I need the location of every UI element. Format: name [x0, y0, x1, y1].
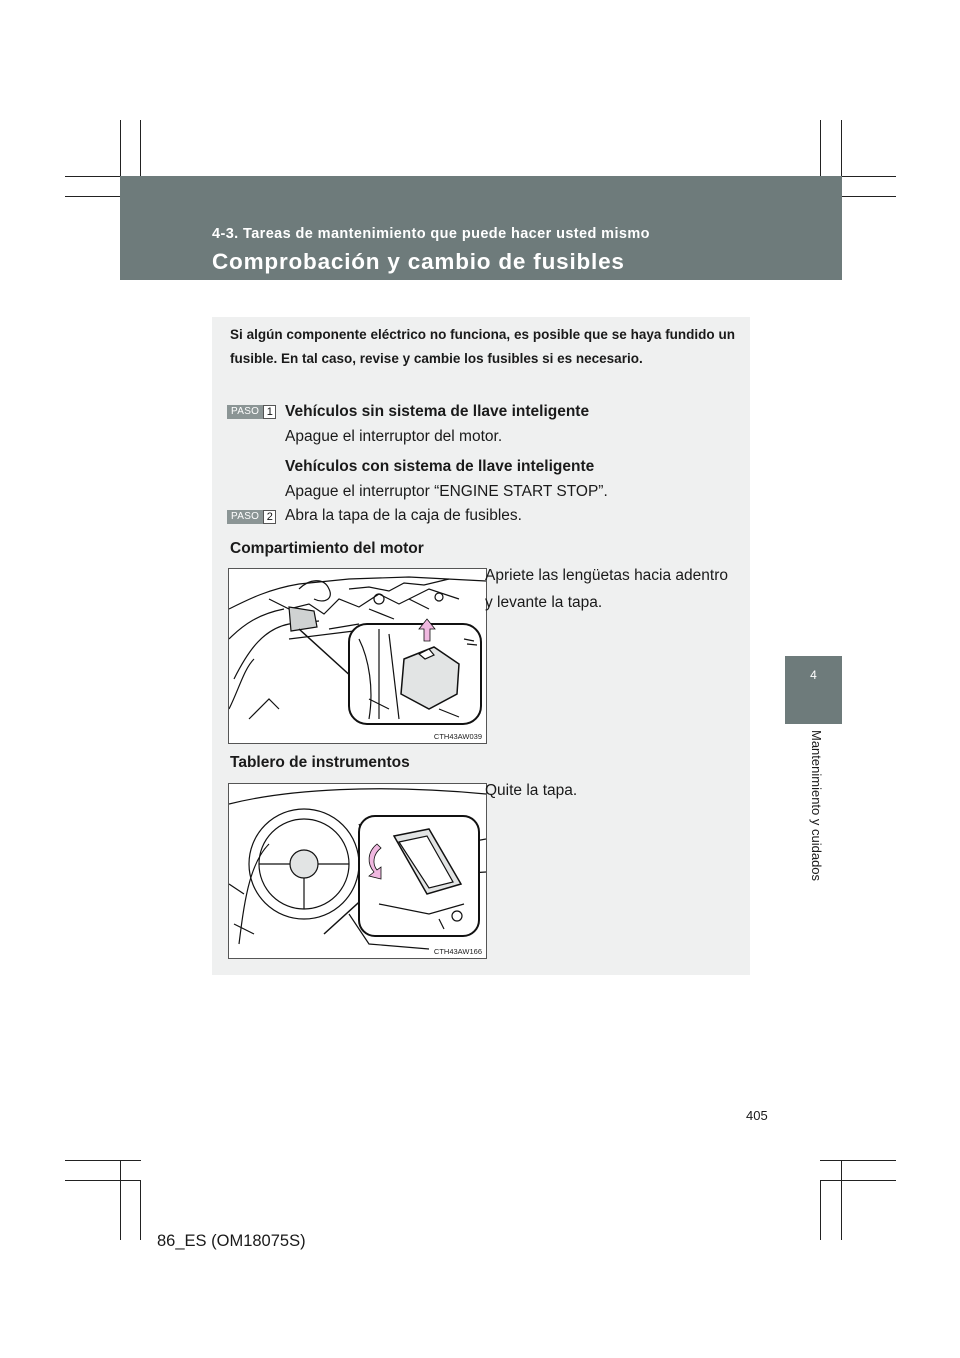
section-header — [120, 176, 842, 280]
crop-mark — [140, 1180, 141, 1240]
crop-mark — [820, 1180, 821, 1240]
engine-description: Apriete las lengüetas hacia adentro y levante la tapa. — [485, 567, 728, 611]
step-1-text-a: Apague el interruptor del motor. — [285, 428, 503, 445]
dashboard-heading: Tablero de instrumentos — [230, 754, 410, 771]
dashboard-description: Quite la tapa. — [485, 782, 578, 799]
step-1-text-b: Apague el interruptor “ENGINE START STOP”. — [285, 483, 608, 500]
intro-text: Si algún componente eléctrico no funciona, es posible que se haya fundido un fusible. En tal caso, revise y cambie los fusibles si es necesario. — [230, 327, 735, 366]
crop-mark — [820, 1180, 896, 1181]
engine-figure — [228, 568, 487, 744]
step-number: 1 — [263, 405, 276, 419]
crop-mark — [820, 1160, 896, 1161]
page-number: 405 — [746, 1108, 768, 1123]
dashboard-figure — [228, 783, 487, 959]
step-word: PASO — [227, 405, 263, 419]
figure-code: CTH43AW039 — [433, 732, 482, 741]
figure-code: CTH43AW166 — [433, 947, 482, 956]
crop-mark — [65, 1160, 141, 1161]
step-1-badge — [227, 405, 276, 419]
chapter-tab — [785, 656, 842, 724]
step-1-heading-a: Vehículos sin sistema de llave inteligente — [285, 403, 590, 420]
content-panel — [212, 317, 750, 975]
chapter-label: Mantenimiento y cuidados — [809, 730, 824, 882]
step-2-badge — [227, 510, 276, 524]
step-1-heading-b: Vehículos con sistema de llave inteligente — [285, 458, 595, 475]
engine-heading: Compartimiento del motor — [230, 540, 424, 557]
crop-mark — [841, 1160, 842, 1240]
step-number: 2 — [263, 510, 276, 524]
step-word: PASO — [227, 510, 263, 524]
step-2-text: Abra la tapa de la caja de fusibles. — [285, 507, 522, 524]
crop-mark — [120, 1160, 121, 1240]
dashboard-illustration — [229, 784, 486, 958]
crop-mark — [65, 1180, 141, 1181]
chapter-number: 4 — [810, 668, 817, 682]
footer-code: 86_ES (OM18075S) — [157, 1232, 306, 1250]
engine-illustration — [229, 569, 486, 743]
section-subtitle: 4-3. Tareas de mantenimiento que puede hacer usted mismo — [212, 226, 650, 242]
page-title: Comprobación y cambio de fusibles — [212, 249, 625, 274]
